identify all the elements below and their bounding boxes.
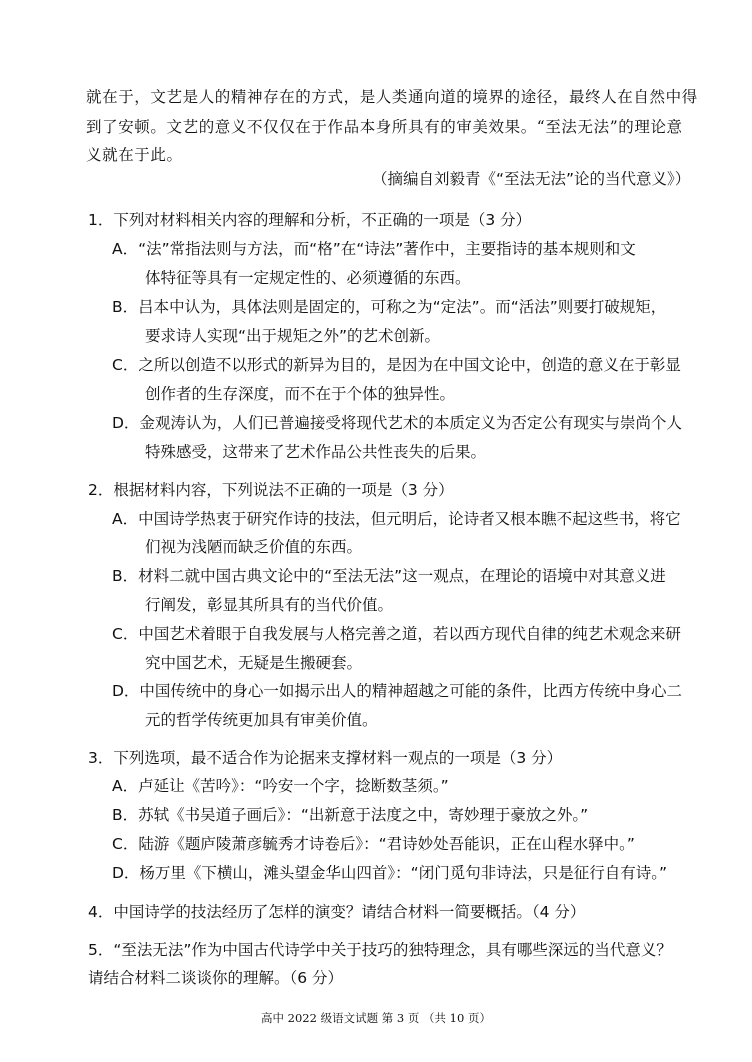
option-a: A．“法”常指法则与方法，而“格”在“诗法”著作中，主要指诗的基本规则和文 [112, 240, 636, 258]
option-b: B．苏轼《书吴道子画后》：“出新意于法度之中，寄妙理于豪放之外。” [112, 806, 589, 824]
option-b-continued: 要求诗人实现“出于规矩之外”的艺术创新。 [145, 327, 441, 345]
question-stem: 5．“至法无法”作为中国古代诗学中关于技巧的独特理念，具有哪些深远的当代意义？ [88, 941, 672, 959]
option-a: A．卢延让《苦吟》：“吟安一个字，捻断数茎须。” [112, 777, 449, 795]
option-a-continued: 体特征等具有一定规定性的、必须遵循的东西。 [145, 269, 471, 287]
option-c: C．陆游《题庐陵萧彦毓秀才诗卷后》：“君诗妙处吾能识，正在山程水驿中。” [112, 835, 635, 853]
passage-line: 义就在于此。 [86, 146, 183, 164]
option-b: B．材料二就中国古典文论中的“至法无法”这一观点，在理论的语境中对其意义进 [112, 567, 666, 585]
option-a-continued: 们视为浅陋而缺乏价值的东西。 [145, 538, 363, 556]
option-a: A．中国诗学热衷于研究作诗的技法，但元明后，论诗者又根本瞧不起这些书，将它 [112, 510, 681, 528]
option-c: C．之所以创造不以形式的新异为目的，是因为在中国文论中，创造的意义在于彰显 [112, 356, 681, 374]
option-d-continued: 特殊感受，这带来了艺术作品公共性丧失的后果。 [145, 443, 487, 461]
option-c-continued: 究中国艺术，无疑是生搬硬套。 [145, 654, 363, 672]
question-stem: 4．中国诗学的技法经历了怎样的演变？请结合材料一简要概括。（4 分） [88, 903, 586, 921]
passage-line: 就在于，文艺是人的精神存在的方式，是人类通向道的境界的途径，最终人在自然中得 [86, 88, 698, 106]
option-c-continued: 创作者的生存深度，而不在于个体的独异性。 [145, 385, 456, 403]
option-d: D．杨万里《下横山，滩头望金华山四首》：“闭门觅句非诗法，只是征行自有诗。” [112, 864, 667, 882]
passage-line: 到了安顿。文艺的意义不仅仅在于作品本身所具有的审美效果。“至法无法”的理论意 [86, 118, 683, 136]
option-c: C．中国艺术着眼于自我发展与人格完善之道，若以西方现代自律的纯艺术观念来研 [112, 625, 681, 643]
page-footer: 高中 2022 级语文试题 第 3 页 （共 10 页） [261, 1011, 491, 1025]
option-d-continued: 元的哲学传统更加具有审美价值。 [145, 711, 378, 729]
question-stem: 3．下列选项，最不适合作为论据来支撑材料一观点的一项是（3 分） [88, 749, 563, 767]
option-b: B．吕本中认为，具体法则是固定的，可称之为“定法”。而“活法”则要打破规矩， [112, 298, 667, 316]
option-d: D．中国传统中的身心一如揭示出人的精神超越之可能的条件，比西方传统中身心二 [112, 682, 682, 700]
question-stem: 1．下列对材料相关内容的理解和分析，不正确的一项是（3 分） [88, 211, 532, 229]
option-b-continued: 行阐发，彰显其所具有的当代价值。 [145, 596, 394, 614]
option-d: D．金观涛认为，人们已普遍接受将现代艺术的本质定义为否定公有现实与崇尚个人 [112, 414, 682, 432]
passage-source: （摘编自刘毅青《“至法无法”论的当代意义》） [372, 170, 691, 188]
question-stem-continued: 请结合材料二谈谈你的理解。（6 分） [88, 969, 344, 987]
question-stem: 2．根据材料内容，下列说法不正确的一项是（3 分） [88, 481, 454, 499]
